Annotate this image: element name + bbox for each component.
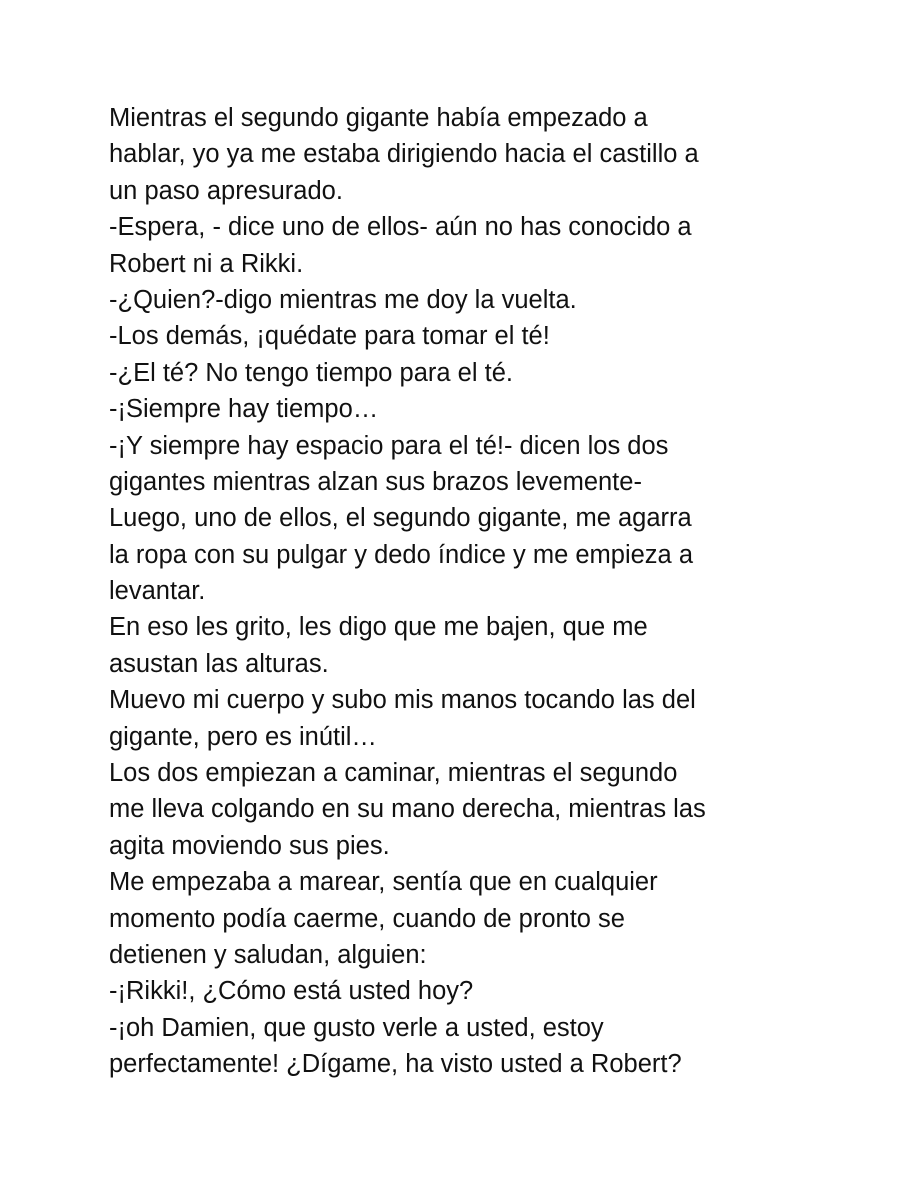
text-line-1: Mientras el segundo gigante había empezado a [109, 104, 648, 132]
text-line-5: Robert ni a Rikki. [109, 249, 304, 278]
text-line-15: En eso les grito, les digo que me bajen, que me [109, 613, 648, 642]
text-line-24: detienen y saludan, alguien: [109, 940, 427, 969]
text-line-17: Muevo mi cuerpo y subo mis manos tocando las del [109, 686, 696, 715]
text-line-18: gigante, pero es inútil… [109, 722, 377, 751]
text-line-4: -Espera, - dice uno de ellos- aún no has conocido a [109, 213, 692, 242]
text-line-2: hablar, yo ya me estaba dirigiendo hacia el castillo a [109, 140, 699, 169]
text-line-14: levantar. [109, 577, 206, 606]
text-line-8: -¿El té? No tengo tiempo para el té. [109, 358, 513, 387]
text-line-20: me lleva colgando en su mano derecha, mientras las [109, 795, 706, 824]
text-line-21: agita moviendo sus pies. [109, 831, 390, 860]
text-line-6: -¿Quien?-digo mientras me doy la vuelta. [109, 285, 577, 314]
text-line-19: Los dos empiezan a caminar, mientras el segundo [109, 759, 678, 788]
text-line-3: un paso apresurado. [109, 176, 343, 205]
text-line-26: -¡oh Damien, que gusto verle a usted, estoy [109, 1013, 604, 1042]
text-line-11: gigantes mientras alzan sus brazos levemente- [109, 467, 642, 496]
text-line-16: asustan las alturas. [109, 649, 329, 678]
text-line-27: perfectamente! ¿Dígame, ha visto usted a Robert? [109, 1050, 682, 1079]
story-text [109, 100, 809, 1083]
text-line-12: Luego, uno de ellos, el segundo gigante, me agarra [109, 504, 692, 533]
text-line-7: -Los demás, ¡quédate para tomar el té! [109, 322, 550, 351]
text-line-9: -¡Siempre hay tiempo… [109, 395, 379, 424]
text-line-22: Me empezaba a marear, sentía que en cualquier [109, 868, 658, 897]
text-line-25: -¡Rikki!, ¿Cómo está usted hoy? [109, 977, 474, 1006]
text-line-23: momento podía caerme, cuando de pronto se [109, 904, 625, 933]
text-line-13: la ropa con su pulgar y dedo índice y me empieza a [109, 540, 694, 569]
text-line-10: -¡Y siempre hay espacio para el té!- dicen los dos [109, 431, 669, 460]
